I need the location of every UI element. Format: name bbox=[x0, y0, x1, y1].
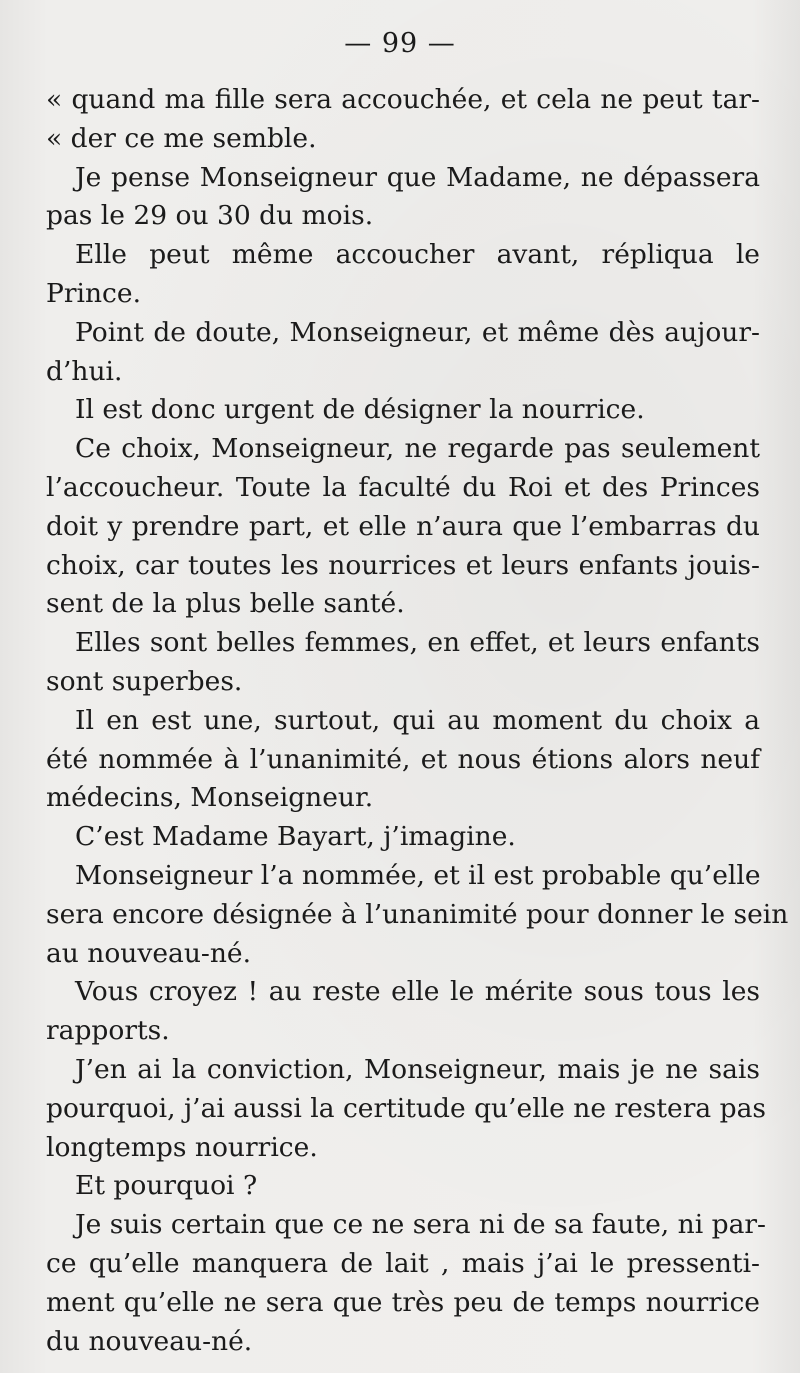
text-line: Et pourquoi ? bbox=[75, 1170, 258, 1202]
text-line: Point de doute, Monseigneur, et même dès aujour- bbox=[75, 316, 760, 348]
text-line: Ce choix, Monseigneur, ne regarde pas seulement bbox=[75, 433, 760, 465]
text-line: Vous croyez ! au reste elle le mérite sous tous les bbox=[75, 976, 760, 1008]
text-line: du nouveau-né. bbox=[46, 1325, 253, 1357]
text-line: Monseigneur l’a nommée, et il est probable qu’elle bbox=[75, 859, 761, 891]
text-line: ce qu’elle manquera de lait , mais j’ai le pressenti- bbox=[46, 1247, 760, 1279]
text-line: longtemps nourrice. bbox=[46, 1131, 318, 1163]
text-line: sera encore désignée à l’unanimité pour donner le sein bbox=[46, 898, 789, 930]
text-line: choix, car toutes les nourrices et leurs enfants jouis- bbox=[46, 549, 760, 581]
text-line: doit y prendre part, et elle n’aura que l’embarras du bbox=[46, 510, 760, 542]
text-line: Elle peut même accoucher avant, répliqua le bbox=[75, 239, 760, 271]
text-line: Je pense Monseigneur que Madame, ne dépassera bbox=[75, 161, 760, 193]
text-line: rapports. bbox=[46, 1015, 170, 1047]
text-line: J’en ai la conviction, Monseigneur, mais je ne sais bbox=[75, 1053, 760, 1085]
text-line: « quand ma fille sera accouchée, et cela ne peut tar- bbox=[46, 84, 760, 115]
text-line: C’est Madame Bayart, j’imagine. bbox=[75, 821, 516, 853]
text-line: l’accoucheur. Toute la faculté du Roi et des Princes bbox=[46, 471, 760, 503]
text-line: Je suis certain que ce ne sera ni de sa faute, ni par- bbox=[75, 1209, 766, 1241]
text-line: au nouveau-né. bbox=[46, 937, 252, 969]
text-line: sont superbes. bbox=[46, 665, 243, 697]
page-number: — 99 — bbox=[344, 28, 456, 59]
text-line: été nommée à l’unanimité, et nous étions alors neuf bbox=[46, 743, 760, 775]
text-line: sent de la plus belle santé. bbox=[46, 588, 405, 620]
text-line: « der ce me semble. bbox=[46, 122, 317, 154]
text-line: pourquoi, j’ai aussi la certitude qu’elle ne restera pas bbox=[46, 1092, 766, 1124]
text-line: ment qu’elle ne sera que très peu de temps nourrice bbox=[46, 1286, 760, 1318]
text-line: médecins, Monseigneur. bbox=[46, 782, 374, 814]
text-line: Il est donc urgent de désigner la nourrice. bbox=[75, 394, 645, 426]
text-line: Il en est une, surtout, qui au moment du choix a bbox=[75, 704, 760, 736]
text-line: Elles sont belles femmes, en effet, et leurs enfants bbox=[75, 627, 760, 659]
page-body-text bbox=[46, 81, 789, 1361]
text-line: Prince. bbox=[46, 277, 141, 309]
text-line: d’hui. bbox=[46, 355, 123, 387]
text-line: pas le 29 ou 30 du mois. bbox=[46, 200, 374, 232]
